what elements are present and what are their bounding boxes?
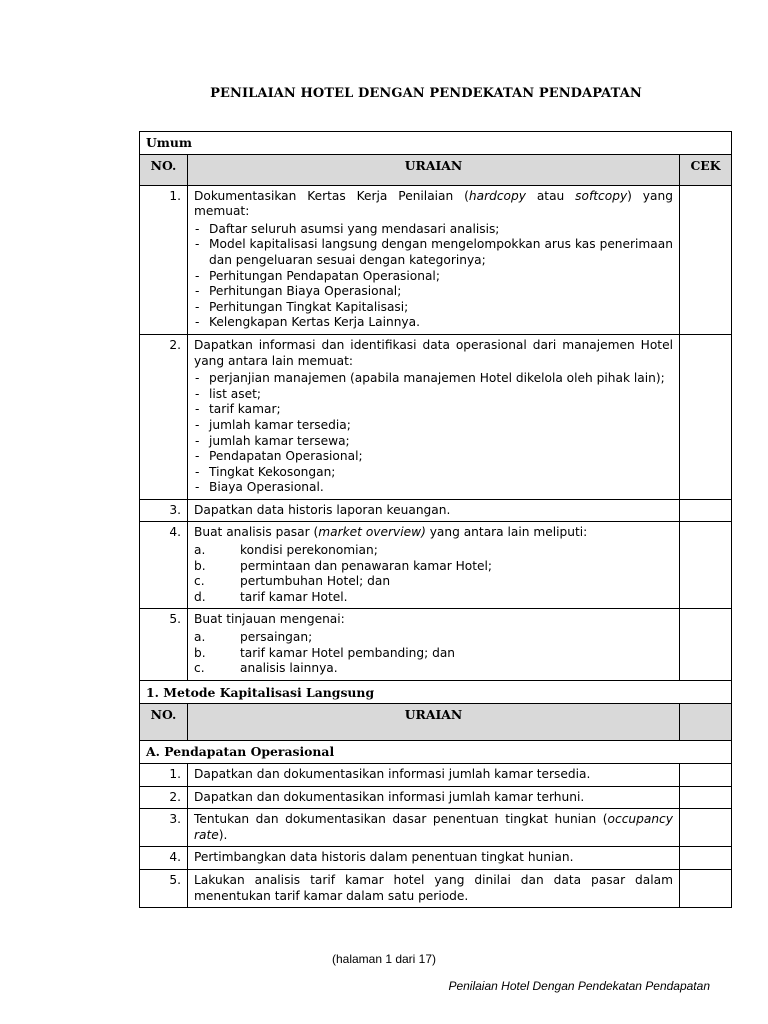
table-row (140, 869, 732, 907)
list-item: d. tarif kamar Hotel. (194, 589, 348, 604)
list-item: a. kondisi perekonomian; (194, 543, 378, 558)
check-cell[interactable] (679, 786, 731, 809)
table-row (140, 334, 732, 499)
list-item: - Perhitungan Tingkat Kapitalisasi; (194, 300, 673, 316)
row-description: Tentukan dan dokumentasikan dasar penentuan tingkat hunian (occupancy rate). (188, 809, 680, 847)
row-description: Dapatkan data historis laporan keuangan. (188, 499, 680, 522)
table-row (140, 847, 732, 870)
list-item: - perjanjian manajemen (apabila manajemen Hotel dikelola oleh pihak lain); (194, 371, 673, 387)
row-number: 5. (140, 869, 188, 907)
list-item: - Kelengkapan Kertas Kerja Lainnya. (194, 315, 673, 331)
alpha-list (194, 543, 673, 605)
list-item: - list aset; (194, 387, 673, 403)
table-row (140, 764, 732, 787)
table-row (140, 786, 732, 809)
row-description: Pertimbangkan data historis dalam penentuan tingkat hunian. (188, 847, 680, 870)
header-no: NO. (140, 704, 188, 741)
list-item: - Model kapitalisasi langsung dengan mengelompokkan arus kas penerimaan dan pengeluaran sesuai dengan kategorinya; (194, 237, 673, 268)
table-row (140, 809, 732, 847)
alpha-list (194, 630, 673, 677)
row-description: Dapatkan dan dokumentasikan informasi jumlah kamar terhuni. (188, 786, 680, 809)
check-cell[interactable] (679, 334, 731, 499)
header-no: NO. (140, 154, 188, 185)
row-number: 5. (140, 609, 188, 680)
list-item: a. persaingan; (194, 630, 313, 645)
check-cell[interactable] (679, 609, 731, 680)
list-item: b. tarif kamar Hotel pembanding; dan (194, 645, 456, 660)
check-cell[interactable] (679, 847, 731, 870)
list-item: c. pertumbuhan Hotel; dan (194, 574, 391, 589)
check-cell[interactable] (679, 764, 731, 787)
subsection-label: A. Pendapatan Operasional (140, 741, 732, 764)
section-label: Umum (140, 132, 732, 155)
subsection-row (140, 741, 732, 764)
page-number: (halaman 1 dari 17) (331, 952, 437, 966)
header-row (140, 704, 732, 741)
row-number: 2. (140, 786, 188, 809)
row-number: 3. (140, 809, 188, 847)
section-row-umum (140, 132, 732, 155)
row-description (188, 334, 680, 499)
check-cell[interactable] (679, 185, 731, 334)
list-item: - Perhitungan Biaya Operasional; (194, 284, 673, 300)
section-label: 1. Metode Kapitalisasi Langsung (140, 680, 732, 704)
table-row (140, 609, 732, 680)
row-description (188, 609, 680, 680)
row-number: 2. (140, 334, 188, 499)
row-description: Dapatkan dan dokumentasikan informasi jumlah kamar tersedia. (188, 764, 680, 787)
dash-list (194, 371, 673, 496)
header-row (140, 154, 732, 185)
header-cek: CEK (679, 154, 731, 185)
row-description: Lakukan analisis tarif kamar hotel yang dinilai dan data pasar dalam menentukan tarif kamar dalam satu periode. (188, 869, 680, 907)
section-row-metode (140, 680, 732, 704)
row-description (188, 185, 680, 334)
check-cell[interactable] (679, 522, 731, 609)
list-item: - Daftar seluruh asumsi yang mendasari analisis; (194, 222, 673, 238)
header-cek (679, 704, 731, 741)
page-title: PENILAIAN HOTEL DENGAN PENDEKATAN PENDAPATAN (210, 86, 642, 101)
header-uraian: URAIAN (188, 154, 680, 185)
row-number: 1. (140, 764, 188, 787)
list-item: b. permintaan dan penawaran kamar Hotel; (194, 558, 492, 573)
list-item: - Tingkat Kekosongan; (194, 465, 673, 481)
row-number: 4. (140, 522, 188, 609)
table-row (140, 185, 732, 334)
row-number: 1. (140, 185, 188, 334)
list-item: - jumlah kamar tersewa; (194, 434, 673, 450)
list-item: - tarif kamar; (194, 402, 673, 418)
item-intro: Dapatkan informasi dan identifikasi data operasional dari manajemen Hotel yang antara lain memuat: (194, 337, 673, 368)
table-row (140, 499, 732, 522)
checklist-table (139, 131, 732, 908)
item-intro: Buat tinjauan mengenai: (194, 612, 345, 627)
list-item: - Pendapatan Operasional; (194, 449, 673, 465)
list-item: - Biaya Operasional. (194, 480, 673, 496)
dash-list (194, 222, 673, 331)
item-intro: Dokumentasikan Kertas Kerja Penilaian (hardcopy atau softcopy) yang memuat: (194, 188, 673, 219)
check-cell[interactable] (679, 809, 731, 847)
item-intro: Buat analisis pasar (market overview) yang antara lain meliputi: (194, 525, 588, 540)
check-cell[interactable] (679, 869, 731, 907)
row-number: 4. (140, 847, 188, 870)
table-row (140, 522, 732, 609)
header-uraian: URAIAN (188, 704, 680, 741)
list-item: - jumlah kamar tersedia; (194, 418, 673, 434)
list-item: - Perhitungan Pendapatan Operasional; (194, 269, 673, 285)
footer-text: Penilaian Hotel Dengan Pendekatan Pendapatan (448, 979, 710, 993)
list-item: c. analisis lainnya. (194, 661, 338, 676)
row-description (188, 522, 680, 609)
row-number: 3. (140, 499, 188, 522)
check-cell[interactable] (679, 499, 731, 522)
